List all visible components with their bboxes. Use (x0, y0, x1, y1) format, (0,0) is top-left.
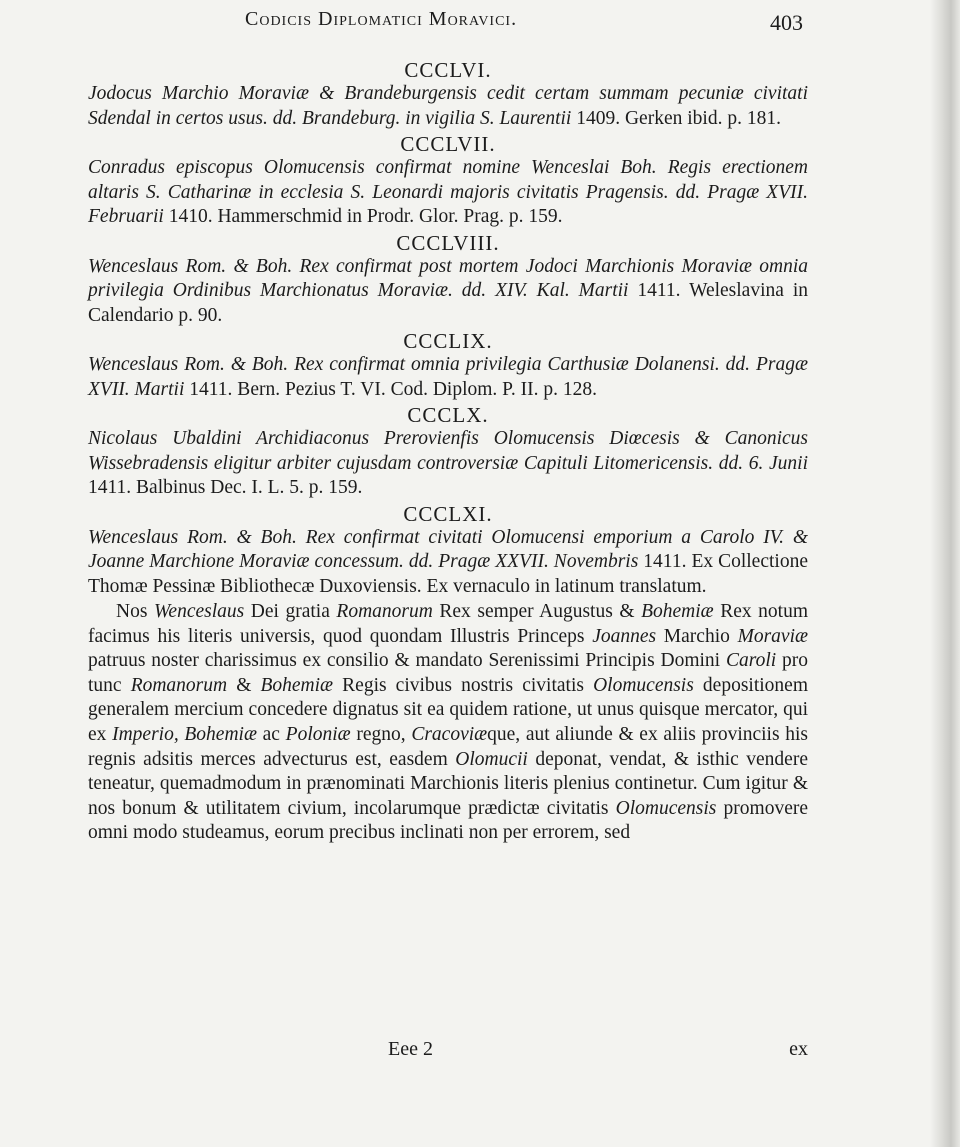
entry-source: 1411. Balbinus Dec. I. L. 5. p. 159. (88, 477, 363, 498)
italic-run: Olomucii (455, 748, 528, 770)
italic-run: Imperio, Bohemiæ (112, 723, 257, 745)
text-run: regno, (350, 723, 412, 745)
text-run: Rex semper Augustus & (432, 601, 642, 622)
signature-mark: Eee 2 (388, 1038, 433, 1060)
entry-regest (88, 156, 808, 230)
entry-number: CCCLVII. (400, 132, 496, 156)
text-run: Dei gratia (244, 601, 337, 622)
entry-number: CCCLX. (407, 403, 489, 427)
entry-regest (88, 526, 808, 600)
entry-number: CCCLIX. (403, 329, 493, 353)
entry-summary: Nicolaus Ubaldini Archidiaconus Prerovienfis Olomucensis Diœcesis & Canonicus Wissebradensis eligitur arbiter cujusdam controversiæ Capituli Litomericensis. dd. 6. Junii (88, 428, 808, 474)
text-run: pro tunc (88, 650, 809, 696)
italic-run: Romanorum (130, 674, 228, 696)
entry-regest (88, 427, 808, 501)
text-run: Marchio (656, 625, 738, 647)
entry (88, 502, 808, 600)
italic-run: Moraviæ (737, 625, 808, 647)
text-run: patruus noster charissimus ex consilio & mandato Serenissimi Principis Domini (88, 650, 726, 672)
text-run: Nos (116, 601, 154, 622)
italic-run: Poloniæ (285, 723, 351, 745)
entry-summary: Wenceslaus Rom. & Boh. Rex confirmat omnia privilegia Carthusiæ Dolanensi. dd. Pragæ XVII. Martii (88, 354, 808, 400)
entry-regest (88, 255, 808, 329)
italic-run: Wenceslaus (153, 601, 245, 622)
entry-summary: Jodocus Marchio Moraviæ & Brandeburgensis cedit certam summam pecuniæ civitati Sdendal in certos usus. dd. Brandeburg. in vigilia S. Laurentii (88, 83, 808, 129)
charter-text (88, 600, 808, 846)
entry-number: CCCLXI. (403, 501, 493, 526)
entry-source: 1409. Gerken ibid. p. 181. (571, 107, 781, 129)
catchword: ex (789, 1038, 808, 1060)
text-run: promovere omni modo studeamus, eorum precibus inclinati non per errorem, sed (88, 797, 808, 844)
entry-summary: Wenceslaus Rom. & Boh. Rex confirmat post mortem Jodoci Marchionis Moraviæ omnia privilegia Ordinibus Marchionatus Moraviæ. dd. XIV. Kal. Martii (88, 255, 808, 301)
text-block (88, 58, 808, 846)
italic-run: Bohemiæ (260, 674, 334, 696)
running-head: Codicis Diplomatici Moravici. (245, 8, 518, 30)
text-run: depositionem generalem mercium concedere dignatus sit ea quidem ratione, ut unus quisque mercator, qui ex (88, 674, 809, 745)
entry-source: 1411. Weleslavina in Calendario p. 90. (88, 280, 808, 326)
entry (88, 132, 808, 230)
text-run: que, aut aliunde & ex aliis provinciis his regnis adsitis merces advecturus est, easdem (88, 723, 808, 770)
entry (88, 231, 808, 329)
entry-number: CCCLVI. (404, 58, 492, 82)
text-run: Rex notum facimus his literis universis, quod quondam Illustris Princeps (88, 601, 808, 647)
italic-run: Olomucensis (593, 674, 694, 696)
page-edge-shadow (930, 0, 960, 1147)
entry-regest (88, 82, 808, 131)
italic-run: Romanorum (336, 601, 433, 622)
italic-run: Joannes (592, 625, 657, 647)
entry (88, 58, 808, 131)
italic-run: Caroli (725, 650, 777, 672)
page-number: 403 (770, 10, 803, 35)
text-run: ac (256, 723, 286, 745)
text-run: Regis civibus nostris civitatis (333, 674, 594, 696)
text-run: & (227, 674, 261, 696)
italic-run: Bohemiæ (641, 601, 714, 622)
entry-summary: Wenceslaus Rom. & Boh. Rex confirmat civitati Olomucensi emporium a Carolo IV. & Joanne Marchione Moraviæ concessum. dd. Pragæ XXVII. Novembris (88, 526, 808, 572)
entry-source: 1411. Bern. Pezius T. VI. Cod. Diplom. P. II. p. 128. (184, 378, 597, 400)
entry (88, 329, 808, 402)
entry-source: 1410. Hammerschmid in Prodr. Glor. Prag. p. 159. (163, 206, 563, 227)
entry-regest (88, 353, 808, 402)
italic-run: Cracoviæ (411, 723, 488, 745)
entry-number: CCCLVIII. (396, 230, 500, 255)
entry-summary: Conradus episcopus Olomucensis confirmat nomine Wenceslai Boh. Regis erectionem altaris S. Catharinæ in ecclesia S. Leonardi majoris civitatis Pragensis. dd. Pragæ XVII. Februarii (88, 157, 808, 227)
entry (88, 403, 808, 501)
text-run: deponat, vendat, & isthic vendere teneatur, quemadmodum in prænominati Marchionis literis plenius continetur. Cum igitur & nos bonum & utilitatem civium, incolarumque prædictæ civitatis (88, 748, 808, 819)
italic-run: Olomucensis (615, 797, 717, 819)
entry-source: 1411. Ex Collectione Thomæ Pessinæ Bibliothecæ Duxoviensis. Ex vernaculo in latinum translatum. (88, 551, 808, 597)
